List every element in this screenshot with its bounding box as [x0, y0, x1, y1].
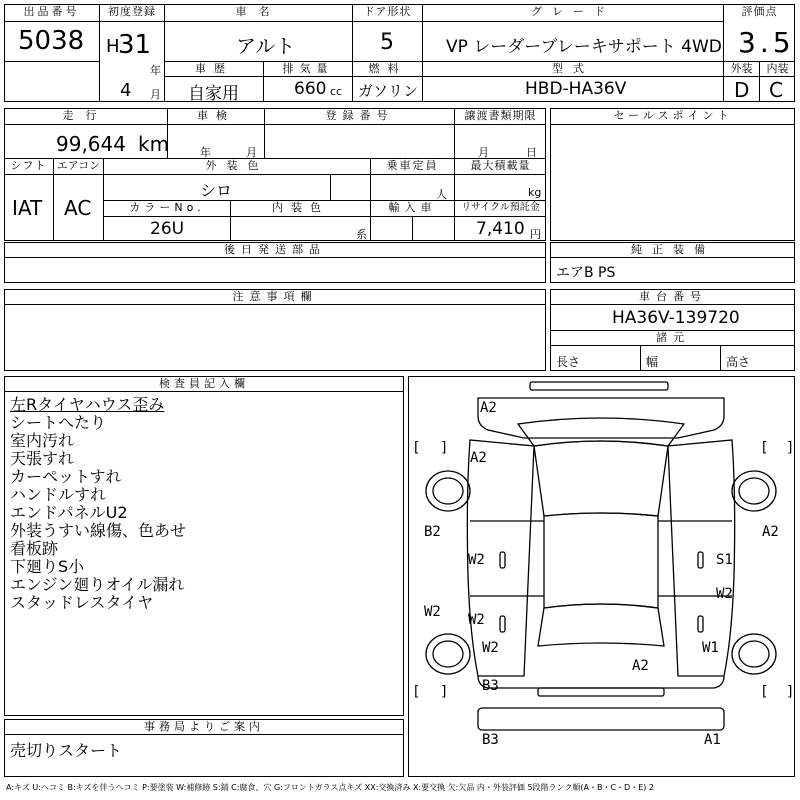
inspector-line: 室内汚れ	[10, 431, 75, 450]
damage-mark: A2	[632, 658, 649, 674]
damage-mark: B2	[424, 524, 441, 540]
damage-mark: A2	[480, 400, 497, 416]
car-name-label: 車名	[235, 5, 282, 18]
inspector-line: カーペットすれ	[10, 467, 122, 486]
inspector-line: エンジン廻りオイル漏れ	[10, 575, 185, 594]
chassis-label: 車台番号	[639, 290, 707, 303]
recycle-unit: 円	[530, 228, 541, 241]
aircon-label: エアコン	[56, 159, 101, 172]
inspection-month-unit: 月	[246, 146, 257, 159]
transfer-label: 譲渡書類期限	[464, 109, 537, 122]
inspector-line: 下廻りS小	[10, 557, 85, 576]
bracket-right-top-r: ]	[786, 440, 795, 456]
bracket-right-top: ]	[440, 440, 449, 456]
exterior-grade: D	[734, 78, 750, 102]
bracket-left-bottom-r: [	[760, 684, 769, 700]
displacement-label: 排気量	[282, 62, 334, 75]
year: 31	[118, 30, 152, 60]
inspector-line: スタッドレスタイヤ	[10, 593, 154, 612]
month-unit: 月	[150, 88, 161, 101]
transfer-month-unit: 月	[478, 146, 489, 159]
model-label: 型式	[552, 62, 594, 75]
bracket-left-bottom: [	[412, 684, 421, 700]
bracket-left-top-r: [	[760, 440, 769, 456]
damage-mark: S1	[716, 552, 733, 568]
inspection-year-unit: 年	[200, 146, 211, 159]
inspector-line: ハンドルすれ	[10, 485, 107, 504]
height-label: 高さ	[726, 355, 751, 369]
damage-mark: A1	[704, 732, 721, 748]
shift-label: シフト	[10, 159, 47, 172]
inspector-label: 検査員記入欄	[159, 377, 249, 390]
displacement: 660	[294, 79, 327, 99]
sales-point-label: セールスポイント	[613, 109, 733, 122]
damage-mark: A2	[470, 450, 487, 466]
sales-point-block	[550, 108, 795, 241]
doors: 5	[380, 30, 394, 55]
caution-label: 注意事項欄	[232, 290, 318, 303]
era: H	[106, 36, 120, 57]
damage-mark: W2	[468, 552, 485, 568]
displacement-unit: cc	[330, 85, 343, 98]
bracket-right-bottom-r: ]	[786, 684, 795, 700]
recycle-fee: 7,410	[476, 219, 525, 239]
score: 3.5	[738, 26, 795, 59]
width-label: 幅	[646, 355, 659, 369]
damage-mark: W2	[716, 586, 733, 602]
inspector-line: シートへたり	[10, 413, 107, 432]
damage-mark: A2	[762, 524, 779, 540]
fuel-label: 燃料	[368, 62, 407, 75]
exterior-color-label: 外装色	[205, 159, 269, 172]
interior-label: 内装	[766, 62, 789, 75]
damage-mark: W2	[468, 612, 485, 628]
genuine-equipment-label: 純正装備	[631, 243, 715, 256]
recycle-label: リサイクル預託金	[461, 202, 540, 213]
lot-number-label: 出品番号	[23, 5, 80, 18]
month: 4	[120, 80, 132, 101]
year-unit: 年	[150, 64, 161, 77]
score-label: 評価点	[741, 5, 778, 18]
later-parts-label: 後日発送部品	[224, 243, 326, 256]
capacity-unit: 人	[436, 188, 447, 201]
car-outline-diagram	[408, 376, 795, 777]
chassis-number: HA36V-139720	[612, 308, 740, 328]
office-text: 売切りスタート	[10, 741, 123, 760]
damage-mark: W1	[702, 640, 719, 656]
inspector-notes	[10, 396, 400, 612]
damage-mark: W2	[424, 604, 441, 620]
inspector-line: エンドパネルU2	[10, 503, 128, 522]
lot-number: 5038	[18, 26, 85, 56]
car-name: アルト	[236, 34, 296, 58]
office-label: 事務局よりご案内	[144, 720, 264, 733]
first-reg-label: 初度登録	[108, 5, 156, 18]
inspector-line: 左Rタイヤハウス歪み	[10, 395, 165, 414]
dims-label: 諸元	[656, 331, 690, 344]
mileage: 99,644	[56, 132, 126, 156]
color-no-label: カラーNo.	[129, 201, 205, 214]
mileage-label: 走行	[62, 109, 109, 122]
history: 自家用	[188, 84, 239, 104]
inspector-line: 看板跡	[10, 539, 59, 558]
interior-color-label: 内装色	[272, 201, 329, 214]
inspection-label: 車検	[197, 109, 235, 122]
max-load-label: 最大積載量	[470, 159, 531, 172]
exterior-color: シロ	[200, 181, 233, 200]
capacity-label: 乗車定員	[386, 159, 439, 172]
legend: A:キズ U:ヘコミ B:キズを伴うヘコミ P:要塗装 W:補修跡 S:錆 C:腐食、穴 G:フロントガラス点キズ XX:交換済み X:要交換 欠:欠品 内・外装評価 5段階ランク順(A・B・C・D・E) 2	[6, 783, 655, 792]
bracket-left-top: [	[412, 440, 421, 456]
history-label: 車歴	[195, 62, 233, 75]
genuine-equipment: エアB PS	[556, 265, 616, 281]
mileage-unit: km	[138, 132, 170, 156]
damage-mark: W2	[482, 640, 499, 656]
max-load-unit: kg	[528, 186, 542, 199]
color-no: 26U	[150, 219, 185, 239]
interior-color-unit: 系	[356, 228, 367, 241]
door-label: ドア形状	[363, 5, 412, 18]
fuel: ガソリン	[358, 82, 419, 100]
damage-mark: B3	[482, 732, 499, 748]
length-label: 長さ	[556, 355, 581, 369]
shift: IAT	[12, 196, 43, 220]
plate-label: 登録番号	[325, 109, 394, 122]
inspector-line: 外装うすい線傷、色あせ	[10, 521, 187, 540]
grade: VP レーダーブレーキサポート 4WD	[446, 37, 722, 57]
damage-mark: B3	[482, 678, 499, 694]
aircon: AC	[64, 196, 92, 220]
import-label: 輸入車	[388, 201, 437, 214]
bracket-right-bottom: ]	[440, 684, 449, 700]
model: HBD-HA36V	[525, 79, 627, 99]
interior-grade: C	[769, 78, 783, 102]
grade-label: グレード	[531, 5, 615, 18]
exterior-label: 外装	[730, 62, 753, 75]
inspector-line: 天張すれ	[10, 449, 75, 468]
transfer-day-unit: 日	[526, 146, 537, 159]
